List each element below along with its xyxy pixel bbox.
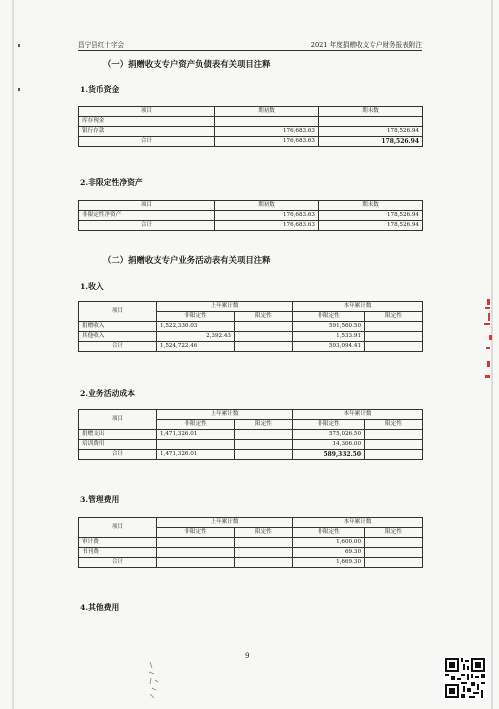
- cash-table: [78, 106, 423, 147]
- cell-value: 14,306.00: [293, 440, 365, 450]
- table-total-row: [79, 558, 423, 568]
- netassets-table: [78, 200, 423, 231]
- binding-mark: [18, 44, 20, 47]
- col-header: 上年累计数: [157, 410, 293, 420]
- header-title: 2021 年度捐赠收支专户财务报表附注: [310, 41, 422, 49]
- col-header: 本年累计数: [293, 518, 423, 528]
- cell-value: 1,669.30: [293, 558, 365, 568]
- cell-value: [365, 342, 423, 352]
- cell-value: 591,560.50: [293, 322, 365, 332]
- cell-value: 1,533.91: [293, 332, 365, 342]
- col-header: 非限定性: [293, 312, 365, 322]
- cell-item: 书刊费: [79, 548, 157, 558]
- cell-value: [235, 440, 293, 450]
- netassets-title: 2.非限定性净资产: [80, 178, 143, 187]
- table-header-row: [79, 201, 423, 211]
- table-total-row: [79, 342, 423, 352]
- cell-value: [235, 538, 293, 548]
- cell-value: [235, 430, 293, 440]
- table-row: [79, 430, 423, 440]
- table-row: [79, 548, 423, 558]
- table-header-row: [79, 107, 423, 117]
- cell-value: 1,471,326.01: [157, 450, 235, 460]
- section2-title: （二）捐赠收支专户业务活动表有关项目注释: [103, 255, 271, 265]
- table-header-row: [79, 518, 423, 528]
- cell-value: 69.30: [293, 548, 365, 558]
- scan-edge-left: [12, 0, 14, 709]
- col-header: 非限定性: [157, 312, 235, 322]
- table-row: [79, 127, 423, 137]
- cell-value: [365, 430, 423, 440]
- cell-value: [157, 548, 235, 558]
- col-header: 项目: [79, 107, 215, 117]
- cell-value: [235, 342, 293, 352]
- page-number: 9: [245, 652, 250, 660]
- cell-item: 银行存款: [79, 127, 215, 137]
- cell-value: 589,332.50: [293, 450, 365, 460]
- cell-value: 1,522,330.03: [157, 322, 235, 332]
- col-header: 非限定性: [293, 528, 365, 538]
- table-total-row: [79, 137, 423, 147]
- table-total-row: [79, 450, 423, 460]
- col-header: 期初数: [215, 107, 319, 117]
- cell-value: [235, 332, 293, 342]
- handwriting-mark: [146, 660, 164, 700]
- table-row: [79, 322, 423, 332]
- cell-value: [235, 558, 293, 568]
- cost-table: [78, 409, 423, 460]
- cell-end: 178,526.94: [319, 127, 423, 137]
- page-header: [78, 38, 422, 51]
- cell-value: 1,524,722.46: [157, 342, 235, 352]
- cell-end: [319, 117, 423, 127]
- cell-value: 575,026.50: [293, 430, 365, 440]
- cell-begin: 176,683.63: [215, 221, 319, 231]
- cell-begin: [215, 117, 319, 127]
- cell-value: [365, 332, 423, 342]
- seam-stamp-fragment: [481, 295, 495, 390]
- col-header: 期末数: [319, 107, 423, 117]
- table-row: [79, 117, 423, 127]
- cell-value: 1,600.00: [293, 538, 365, 548]
- col-header: 非限定性: [157, 528, 235, 538]
- cell-value: [365, 538, 423, 548]
- cell-value: 1,471,326.01: [157, 430, 235, 440]
- income-title: 1.收入: [80, 282, 104, 291]
- cell-value: [157, 440, 235, 450]
- col-header: 限定性: [235, 312, 293, 322]
- table-row: [79, 440, 423, 450]
- binding-mark: [18, 88, 20, 91]
- col-header: 限定性: [235, 420, 293, 430]
- table-row: [79, 332, 423, 342]
- cell-begin: 176,683.63: [215, 137, 319, 147]
- cell-value: [157, 558, 235, 568]
- cell-value: 593,094.41: [293, 342, 365, 352]
- cell-end: 178,526.94: [319, 221, 423, 231]
- col-header: 限定性: [235, 528, 293, 538]
- cell-end: 178,526.94: [319, 137, 423, 147]
- cell-value: [365, 548, 423, 558]
- col-header: 限定性: [365, 312, 423, 322]
- col-header: 项目: [79, 201, 215, 211]
- cell-item: 库存现金: [79, 117, 215, 127]
- cell-item: 捐赠支出: [79, 430, 157, 440]
- cell-value: [157, 538, 235, 548]
- col-header: 非限定性: [157, 420, 235, 430]
- col-header: 上年累计数: [157, 302, 293, 312]
- col-header: 限定性: [365, 420, 423, 430]
- cell-begin: 176,683.63: [215, 127, 319, 137]
- col-header: 期末数: [319, 201, 423, 211]
- mgmt-table: [78, 517, 423, 568]
- header-org: 昌宁县红十字会: [78, 41, 125, 49]
- col-header: 本年累计数: [293, 302, 423, 312]
- cell-value: [235, 450, 293, 460]
- section1-title: （一）捐赠收支专户资产负债表有关项目注释: [103, 59, 271, 69]
- cell-end: 178,526.94: [319, 211, 423, 221]
- cell-value: 2,392.43: [157, 332, 235, 342]
- table-row: [79, 211, 423, 221]
- col-header: 本年累计数: [293, 410, 423, 420]
- cell-begin: 176,683.63: [215, 211, 319, 221]
- table-header-row: [79, 410, 423, 420]
- cell-item: 培训费用: [79, 440, 157, 450]
- cell-value: [235, 548, 293, 558]
- cell-item: 合计: [79, 558, 157, 568]
- cell-item: 审计费: [79, 538, 157, 548]
- cost-title: 2.业务活动成本: [80, 389, 135, 398]
- qr-code-icon: [443, 656, 487, 700]
- mgmt-title: 3.管理费用: [80, 495, 120, 504]
- cell-value: [365, 450, 423, 460]
- income-table: [78, 301, 423, 352]
- cash-title: 1.货币资金: [80, 85, 120, 94]
- cell-item: 捐赠收入: [79, 322, 157, 332]
- cell-value: [365, 558, 423, 568]
- col-header: 期初数: [215, 201, 319, 211]
- col-header: 项目: [79, 410, 157, 430]
- cell-value: [235, 322, 293, 332]
- table-header-row: [79, 302, 423, 312]
- cell-item: 合计: [79, 221, 215, 231]
- table-total-row: [79, 221, 423, 231]
- cell-item: 非限定性净资产: [79, 211, 215, 221]
- cell-item: 合计: [79, 450, 157, 460]
- cell-item: 合计: [79, 342, 157, 352]
- cell-value: [365, 322, 423, 332]
- other-title: 4.其他费用: [80, 603, 120, 612]
- col-header: 限定性: [365, 528, 423, 538]
- cell-item: 合计: [79, 137, 215, 147]
- col-header: 项目: [79, 302, 157, 322]
- col-header: 非限定性: [293, 420, 365, 430]
- cell-item: 其他收入: [79, 332, 157, 342]
- col-header: 项目: [79, 518, 157, 538]
- col-header: 上年累计数: [157, 518, 293, 528]
- table-row: [79, 538, 423, 548]
- cell-value: [365, 440, 423, 450]
